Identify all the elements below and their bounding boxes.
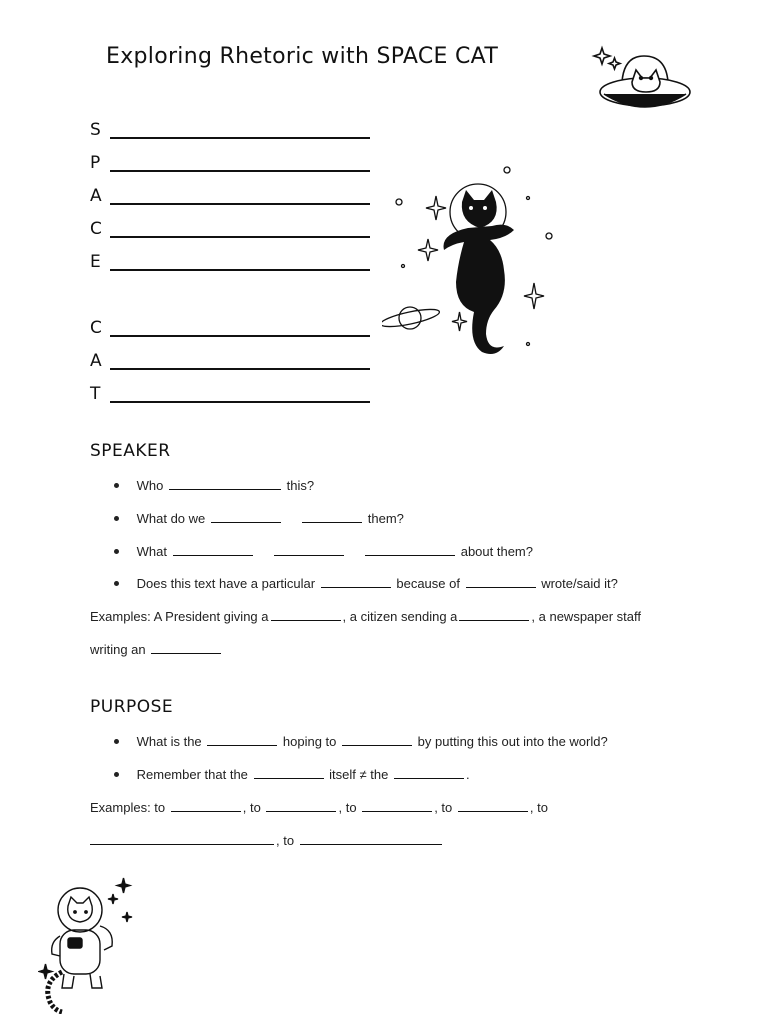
acronym-row-t	[90, 384, 370, 404]
bullet-text: What is the	[136, 734, 202, 749]
answer-line[interactable]	[110, 335, 370, 337]
fill-in-blank[interactable]	[362, 800, 432, 812]
purpose-heading: PURPOSE	[90, 697, 174, 717]
purpose-bullet-2	[114, 767, 470, 782]
fill-in-blank[interactable]	[207, 734, 277, 746]
acronym-letter: C	[90, 318, 102, 338]
example-text: , to	[276, 833, 295, 848]
bullet-dot	[114, 739, 119, 744]
space-cat-astronaut-icon	[382, 162, 562, 372]
acronym-letter: C	[90, 219, 102, 239]
answer-line[interactable]	[110, 401, 370, 403]
fill-in-blank[interactable]	[274, 544, 344, 556]
bullet-text: hoping to	[282, 734, 337, 749]
fill-in-blank[interactable]	[300, 833, 442, 845]
bullet-text: about them?	[460, 544, 533, 559]
bullet-text: wrote/said it?	[541, 576, 618, 591]
example-text: , a citizen sending a	[342, 609, 458, 624]
acronym-letter: E	[90, 252, 101, 272]
fill-in-blank[interactable]	[365, 544, 455, 556]
example-text: Examples: to	[90, 800, 166, 815]
acronym-letter: A	[90, 351, 102, 371]
bullet-text: them?	[367, 511, 404, 526]
bullet-text: by putting this out into the world?	[417, 734, 608, 749]
fill-in-blank[interactable]	[342, 734, 412, 746]
bullet-text: .	[465, 767, 470, 782]
fill-in-blank[interactable]	[459, 609, 529, 621]
answer-line[interactable]	[110, 203, 370, 205]
bullet-dot	[114, 549, 119, 554]
fill-in-blank[interactable]	[171, 800, 241, 812]
bullet-text: What	[136, 544, 167, 559]
bullet-text: itself ≠ the	[329, 767, 389, 782]
fill-in-blank[interactable]	[151, 642, 221, 654]
example-text: , to	[242, 800, 261, 815]
bullet-dot	[114, 516, 119, 521]
acronym-row-a	[90, 186, 370, 206]
fill-in-blank[interactable]	[90, 833, 274, 845]
example-text: , to	[338, 800, 357, 815]
fill-in-blank[interactable]	[266, 800, 336, 812]
bullet-text: Remember that the	[136, 767, 248, 782]
answer-line[interactable]	[110, 368, 370, 370]
answer-line[interactable]	[110, 170, 370, 172]
acronym-row-p	[90, 153, 370, 173]
cat-astronaut-drawing-icon	[38, 876, 138, 1014]
bullet-text: What do we	[136, 511, 206, 526]
bullet-text: because of	[396, 576, 460, 591]
fill-in-blank[interactable]	[271, 609, 341, 621]
fill-in-blank[interactable]	[321, 576, 391, 588]
speaker-bullet-1	[114, 478, 314, 493]
example-text: writing an	[90, 642, 146, 657]
fill-in-blank[interactable]	[302, 511, 362, 523]
acronym-letter: S	[90, 120, 101, 140]
example-text: , a newspaper staff	[531, 609, 642, 624]
speaker-examples-line-1	[90, 609, 641, 624]
fill-in-blank[interactable]	[458, 800, 528, 812]
acronym-row-a2	[90, 351, 370, 371]
fill-in-blank[interactable]	[254, 767, 324, 779]
acronym-letter: P	[90, 153, 101, 173]
acronym-row-s	[90, 120, 370, 140]
acronym-row-c	[90, 219, 370, 239]
bullet-text: Does this text have a particular	[136, 576, 316, 591]
example-text: , to	[529, 800, 548, 815]
speaker-bullet-2	[114, 511, 404, 526]
fill-in-blank[interactable]	[466, 576, 536, 588]
bullet-text: this?	[286, 478, 315, 493]
answer-line[interactable]	[110, 236, 370, 238]
purpose-examples-line-1	[90, 800, 548, 815]
saturn-planet-icon	[382, 306, 441, 330]
acronym-letter: T	[90, 384, 101, 404]
cat-ufo-icon	[586, 42, 696, 122]
fill-in-blank[interactable]	[394, 767, 464, 779]
speaker-bullet-3	[114, 544, 533, 559]
fill-in-blank[interactable]	[173, 544, 253, 556]
bullet-dot	[114, 772, 119, 777]
acronym-letter: A	[90, 186, 102, 206]
bullet-text: Who	[136, 478, 164, 493]
speaker-heading: SPEAKER	[90, 441, 171, 461]
page-title: Exploring Rhetoric with SPACE CAT	[106, 44, 499, 69]
bullet-dot	[114, 483, 119, 488]
purpose-bullet-1	[114, 734, 608, 749]
purpose-examples-line-2	[90, 833, 444, 848]
example-text: Examples: A President giving a	[90, 609, 269, 624]
answer-line[interactable]	[110, 137, 370, 139]
acronym-row-c2	[90, 318, 370, 338]
speaker-bullet-4	[114, 576, 618, 591]
example-text: , to	[434, 800, 453, 815]
acronym-row-e	[90, 252, 370, 272]
bullet-dot	[114, 581, 119, 586]
speaker-examples-line-2	[90, 642, 223, 657]
fill-in-blank[interactable]	[169, 478, 281, 490]
answer-line[interactable]	[110, 269, 370, 271]
fill-in-blank[interactable]	[211, 511, 281, 523]
